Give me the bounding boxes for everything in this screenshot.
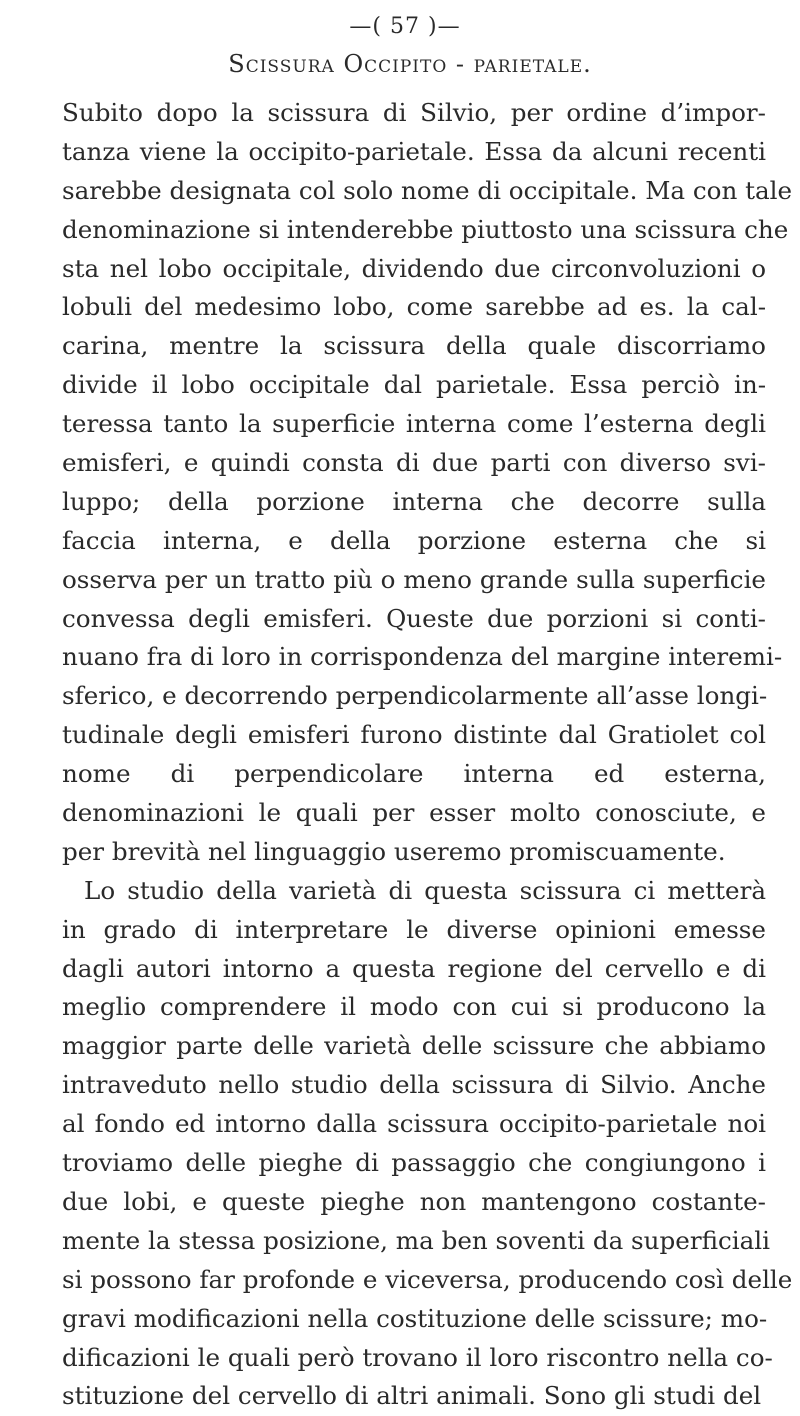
text-line: mente la stessa posizione, ma ben soventi da superficiali <box>62 1225 771 1255</box>
text-line: dificazioni le quali però trovano il loro riscontro nella co- <box>62 1342 773 1372</box>
text-line: sta nel lobo occipitale, dividendo due circonvoluzioni o <box>62 253 766 283</box>
body-text <box>62 94 793 1416</box>
text-line: lobuli del medesimo lobo, come sarebbe ad es. la cal- <box>62 292 766 322</box>
text-line: faccia interna, e della porzione esterna che si <box>62 525 766 555</box>
text-line: convessa degli emisferi. Queste due porzioni si conti- <box>62 603 766 633</box>
page-number: —( 57 )— <box>349 14 461 39</box>
text-line: divide il lobo occipitale dal parietale. Essa perciò in- <box>62 370 766 400</box>
text-line: Lo studio della varietà di questa scissura ci metterà <box>84 875 766 905</box>
text-line: tanza viene la occipito-parietale. Essa da alcuni recenti <box>62 136 766 166</box>
text-line: al fondo ed intorno dalla scissura occipito-parietale noi <box>62 1109 766 1139</box>
text-line: per brevità nel linguaggio useremo promiscuamente. <box>62 836 726 866</box>
section-title: Scissura Occipito - parietale. <box>228 50 592 78</box>
text-line: denominazioni le quali per esser molto conosciute, e <box>62 798 766 828</box>
text-line: intraveduto nello studio della scissura di Silvio. Anche <box>62 1070 766 1100</box>
text-line: stituzione del cervello di altri animali. Sono gli studi del <box>62 1381 762 1411</box>
text-line: gravi modificazioni nella costituzione delle scissure; mo- <box>62 1303 768 1333</box>
text-line: sferico, e decorrendo perpendicolarmente all’asse longi- <box>62 681 768 711</box>
text-line: si possono far profonde e viceversa, producendo così delle <box>62 1264 793 1294</box>
text-line: carina, mentre la scissura della quale discorriamo <box>62 331 766 361</box>
text-line: denominazione si intenderebbe piuttosto una scissura che <box>62 214 789 244</box>
text-line: meglio comprendere il modo con cui si producono la <box>62 992 766 1022</box>
text-line: nome di perpendicolare interna ed esterna, <box>62 759 766 789</box>
text-line: teressa tanto la superficie interna come l’esterna degli <box>62 409 766 439</box>
text-line: emisferi, e quindi consta di due parti con diverso svi- <box>62 448 766 478</box>
text-line: in grado di interpretare le diverse opinioni emesse <box>62 914 766 944</box>
text-line: dagli autori intorno a questa regione del cervello e di <box>62 953 766 983</box>
text-line: troviamo delle pieghe di passaggio che congiungono i <box>62 1148 766 1178</box>
text-line: osserva per un tratto più o meno grande sulla superficie <box>62 564 766 594</box>
text-line: Subito dopo la scissura di Silvio, per ordine d’impor- <box>62 98 766 127</box>
text-line: sarebbe designata col solo nome di occipitale. Ma con tale <box>62 175 793 205</box>
text-line: nuano fra di loro in corrispondenza del margine interemi- <box>62 642 783 672</box>
text-line: luppo; della porzione interna che decorre sulla <box>62 486 766 516</box>
text-line: due lobi, e queste pieghe non mantengono costante- <box>62 1186 766 1216</box>
text-line: tudinale degli emisferi furono distinte dal Gratiolet col <box>62 720 766 750</box>
text-line: maggior parte delle varietà delle scissure che abbiamo <box>62 1031 766 1061</box>
